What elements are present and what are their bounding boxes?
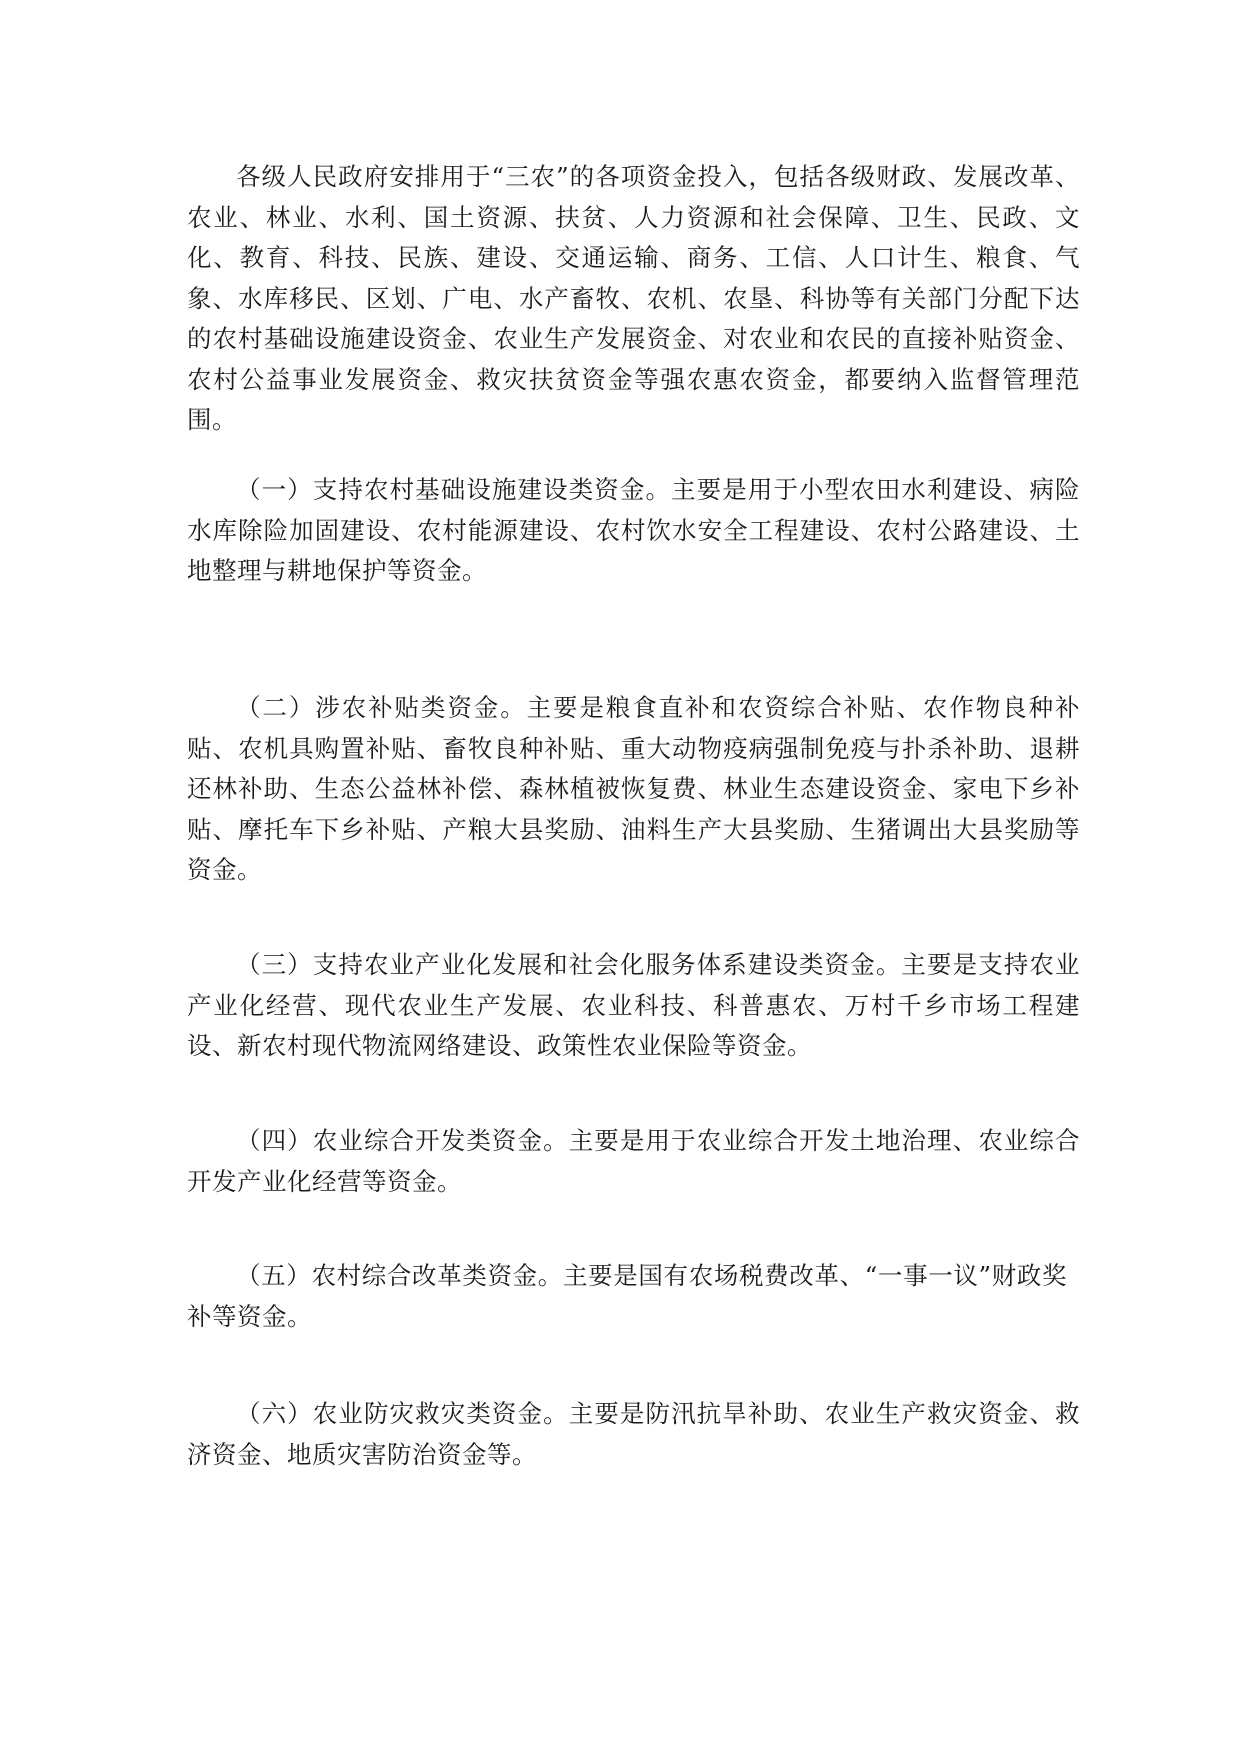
section-paragraph-2: （二）涉农补贴类资金。主要是粮食直补和农资综合补贴、农作物良种补贴、农机具购置补贴、畜牧良种补贴、重大动物疫病强制免疫与扑杀补助、退耕还林补助、生态公益林补偿、森林植被恢复费、林业生态建设资金、家电下乡补贴、摩托车下乡补贴、产粮大县奖励、油料生产大县奖励、生猪调出大县奖励等资金。 <box>187 693 1080 884</box>
section-paragraph-6: （六）农业防灾救灾类资金。主要是防汛抗旱补助、农业生产救灾资金、救济资金、地质灾害防治资金等。 <box>187 1399 1080 1469</box>
section-paragraph-1: （一）支持农村基础设施建设类资金。主要是用于小型农田水利建设、病险水库除险加固建设、农村能源建设、农村饮水安全工程建设、农村公路建设、土地整理与耕地保护等资金。 <box>187 475 1080 585</box>
section-paragraph-3: （三）支持农业产业化发展和社会化服务体系建设类资金。主要是支持农业产业化经营、现代农业生产发展、农业科技、科普惠农、万村千乡市场工程建设、新农村现代物流网络建设、政策性农业保险等资金。 <box>187 950 1080 1060</box>
section-paragraph-4: （四）农业综合开发类资金。主要是用于农业综合开发土地治理、农业综合开发产业化经营等资金。 <box>187 1126 1080 1196</box>
intro-paragraph: 各级人民政府安排用于“三农”的各项资金投入，包括各级财政、发展改革、农业、林业、水利、国土资源、扶贫、人力资源和社会保障、卫生、民政、文化、教育、科技、民族、建设、交通运输、商务、工信、人口计生、粮食、气象、水库移民、区划、广电、水产畜牧、农机、农垦、科协等有关部门分配下达的农村基础设施建设资金、农业生产发展资金、对农业和农民的直接补贴资金、农村公益事业发展资金、救灾扶贫资金等强农惠农资金，都要纳入监督管理范围。 <box>187 162 1080 434</box>
section-paragraph-5: （五）农村综合改革类资金。主要是国有农场税费改革、“一事一议”财政奖补等资金。 <box>187 1261 1067 1331</box>
